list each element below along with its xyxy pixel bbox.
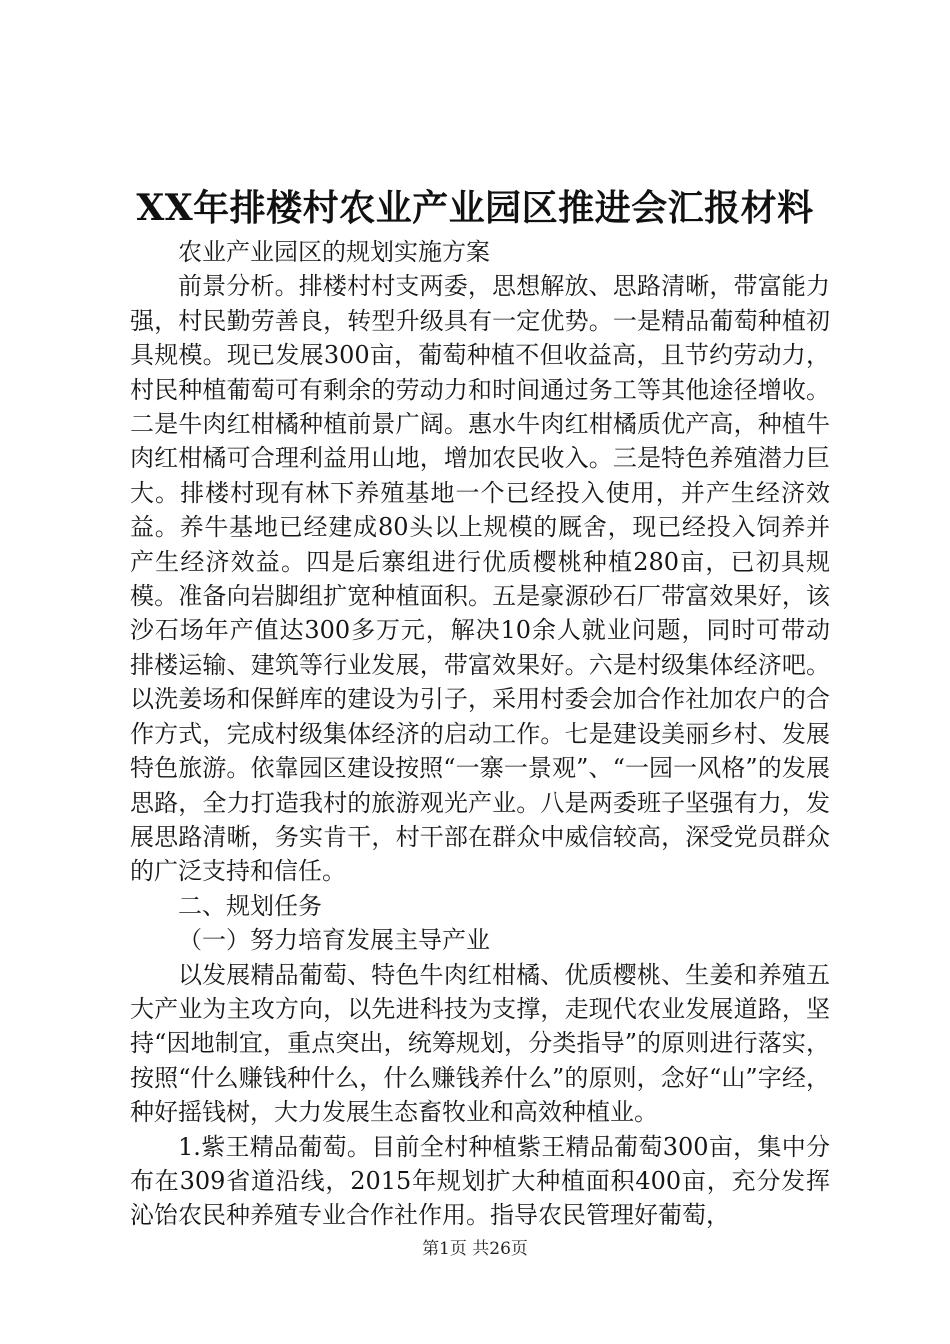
paragraph-prospect-analysis: 前景分析。排楼村村支两委，思想解放、思路清晰，带富能力强，村民勤劳善良，转型升级具有一定优势。一是精品葡萄种植初具规模。现已发展300亩，葡萄种植不但收益高，且节约劳动力，村民种植葡萄可有剩余的劳动力和时间通过务工等其他途径增收。二是牛肉红柑橘种植前景广阔。惠水牛肉红柑橘质优产高，种植牛肉红柑橘可合理利益用山地，增加农民收入。三是特色养殖潜力巨大。排楼村现有林下养殖基地一个已经投入使用，并产生经济效益。养牛基地已经建成80头以上规模的厩舍，现已经投入饲养并产生经济效益。四是后寨组进行优质樱桃种植280亩，已初具规模。准备向岩脚组扩宽种植面积。五是豪源砂石厂带富效果好，该沙石场年产值达300多万元，解决10余人就业问题，同时可带动排楼运输、建筑等行业发展，带富效果好。六是村级集体经济吧。以洗姜场和保鲜库的建设为引子，采用村委会加合作社加农户的合作方式，完成村级集体经济的启动工作。七是建设美丽乡村、发展特色旅游。依靠园区建设按照“一寨一景观”、“一园一风格”的发展思路，全力打造我村的旅游观光产业。八是两委班子坚强有力，发展思路清晰，务实肯干，村干部在群众中威信较高，深受党员群众的广泛支持和信任。	[130, 272, 830, 886]
subsection-heading-leading-industry: （一）努力培育发展主导产业	[178, 926, 490, 955]
document-body	[130, 235, 830, 1233]
page-footer: 第1页 共26页	[422, 1239, 528, 1259]
paragraph-subtitle: 农业产业园区的规划实施方案	[178, 238, 490, 266]
paragraph-grapes: 1.紫王精品葡萄。目前全村种植紫王精品葡萄300亩，集中分布在309省道沿线，2015年规划扩大种植面积400亩，充分发挥沁饴农民种养殖专业合作社作用。指导农民管理好葡萄，	[130, 1132, 830, 1230]
document-title: XX年排楼村农业产业园区推进会汇报材料	[136, 187, 814, 229]
section-heading-planning-tasks: 二、规划任务	[178, 891, 322, 920]
paragraph-five-industries: 以发展精品葡萄、特色牛肉红柑橘、优质樱桃、生姜和养殖五大产业为主攻方向，以先进科技为支撑，走现代农业发展道路，坚持“因地制宜，重点突出，统筹规划，分类指导”的原则进行落实，按照“什么赚钱种什么，什么赚钱养什么”的原则，念好“山”字经，种好摇钱树，大力发展生态畜牧业和高效种植业。	[130, 960, 830, 1127]
